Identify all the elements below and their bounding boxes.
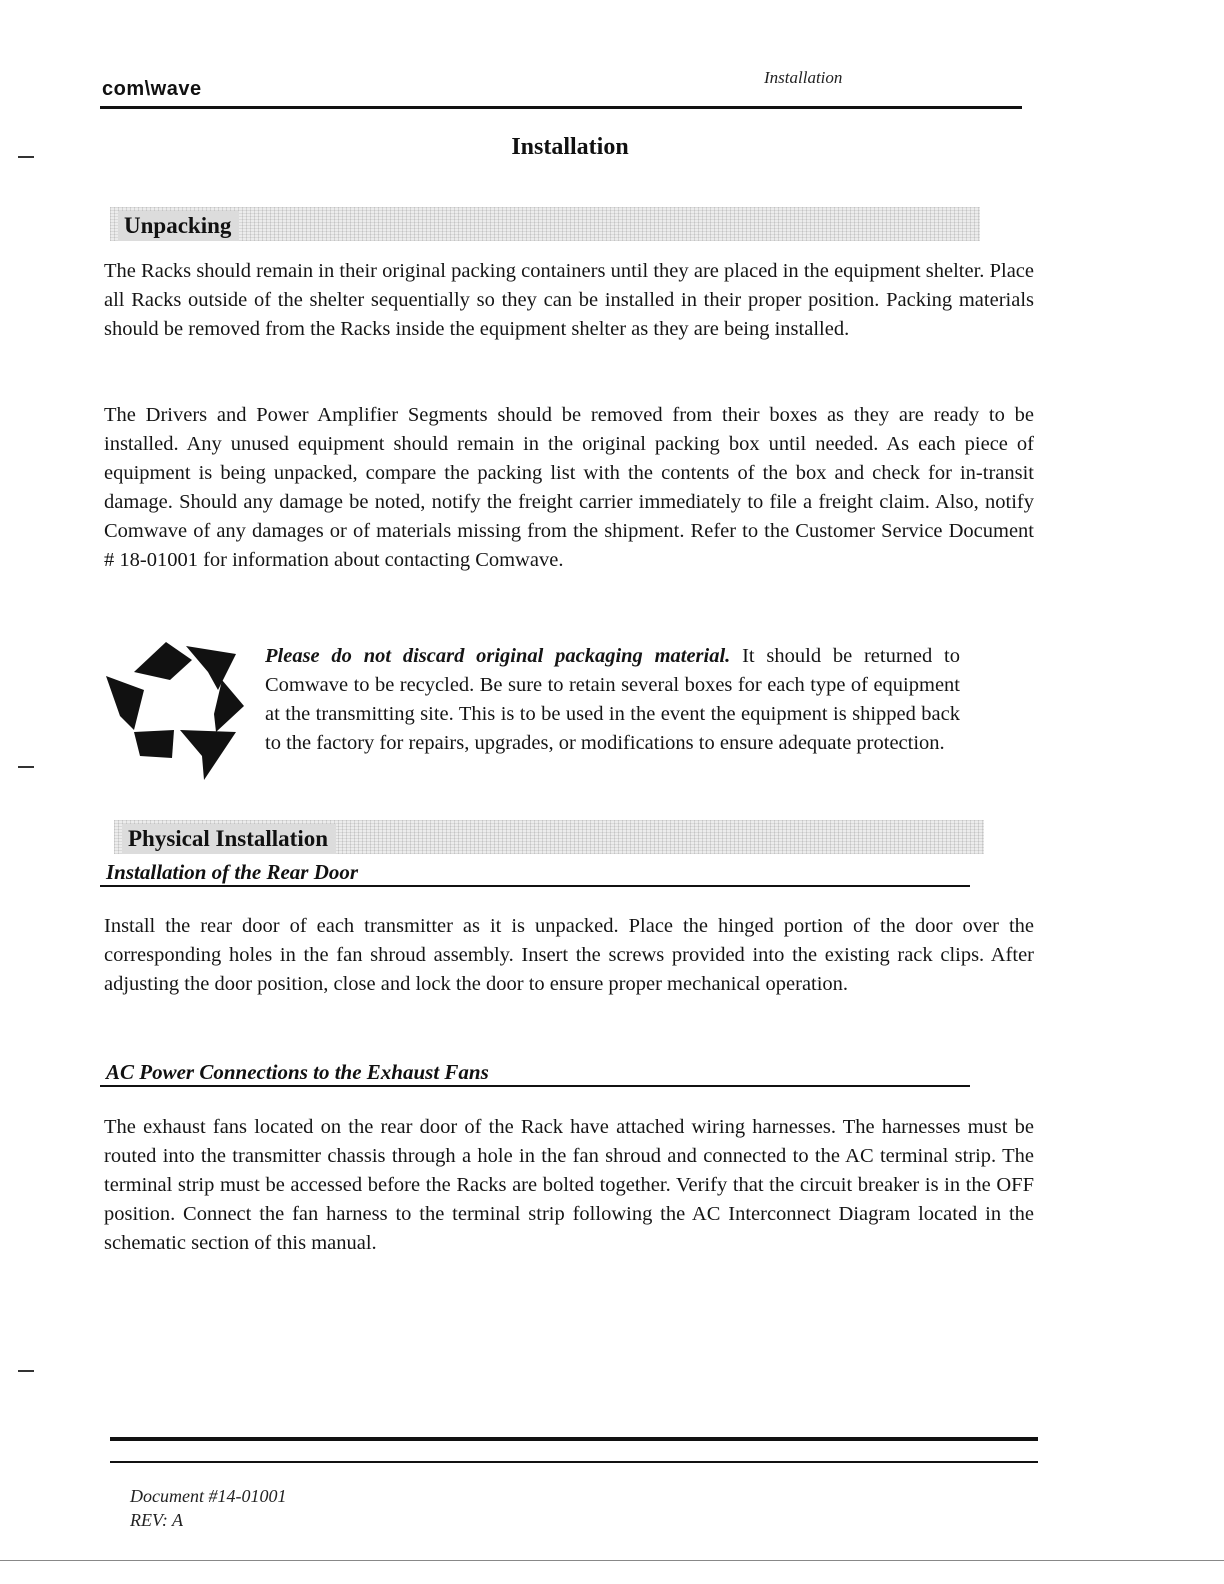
section-band-physical xyxy=(114,820,984,854)
margin-mark xyxy=(18,156,34,158)
recycle-icon xyxy=(104,632,252,782)
rear-door-paragraph: Install the rear door of each transmitter as it is unpacked. Place the hinged portion of the door over the corresponding holes in the fan shroud assembly. Insert the screws provided into the existing rack clips. After adjusting the door position, close and lock the door to ensure proper mechanical operation. xyxy=(104,915,1034,995)
section-heading-physical: Physical Installation xyxy=(122,824,336,854)
page-edge xyxy=(0,1560,1224,1561)
section-heading-unpacking: Unpacking xyxy=(118,211,239,241)
subheading-ac-power: AC Power Connections to the Exhaust Fans xyxy=(106,1060,489,1084)
footer-rule-thin xyxy=(110,1461,1038,1463)
margin-mark xyxy=(18,766,34,768)
running-header: Installation xyxy=(764,68,843,87)
subheading-rear-door: Installation of the Rear Door xyxy=(106,860,359,884)
unpacking-paragraph-1: The Racks should remain in their original packing containers until they are placed in the equipment shelter. Place all Racks outside of the shelter sequentially so they can be installed in their proper position. Packing materials should be removed from the Racks inside the equipment shelter as they are being installed. xyxy=(104,260,1034,340)
ac-power-paragraph: The exhaust fans located on the rear door of the Rack have attached wiring harnesses. The harnesses must be routed into the transmitter chassis through a hole in the fan shroud and connected to the AC terminal strip. The terminal strip must be accessed before the Racks are bolted together. Verify that the circuit breaker is in the OFF position. Connect the fan harness to the terminal strip following the AC Interconnect Diagram located in the schematic section of this manual. xyxy=(104,1116,1034,1254)
packaging-note xyxy=(265,642,960,758)
section-band-unpacking xyxy=(110,207,980,241)
packaging-note-text: It should be returned to Comwave to be recycled. Be sure to retain several boxes for each type of equipment at the transmitting site. This is to be used in the event the equipment is shipped back to the factory for repairs, upgrades, or modifications to ensure adequate protection. xyxy=(265,645,960,754)
footer-rule xyxy=(110,1437,1038,1441)
page-title: Installation xyxy=(511,134,629,160)
footer-document-number: Document #14-01001 xyxy=(130,1486,287,1506)
company-logo: com\wave xyxy=(102,78,202,100)
subheading-rule xyxy=(100,885,970,887)
packaging-note-lead: Please do not discard original packaging material. xyxy=(265,645,731,667)
margin-mark xyxy=(18,1370,34,1372)
unpacking-paragraph-2: The Drivers and Power Amplifier Segments should be removed from their boxes as they are ready to be installed. Any unused equipment should remain in the original packing box until needed. As each piece of equipment is being unpacked, compare the packing list with the contents of the box and check for in-transit damage. Should any damage be noted, notify the freight carrier immediately to file a freight claim. Also, notify Comwave of any damages or of materials missing from the shipment. Refer to the Customer Service Document # 18-01001 for information about contacting Comwave. xyxy=(104,404,1034,571)
subheading-rule xyxy=(100,1085,970,1087)
header-rule xyxy=(100,106,1022,109)
footer-revision: REV: A xyxy=(130,1510,183,1530)
